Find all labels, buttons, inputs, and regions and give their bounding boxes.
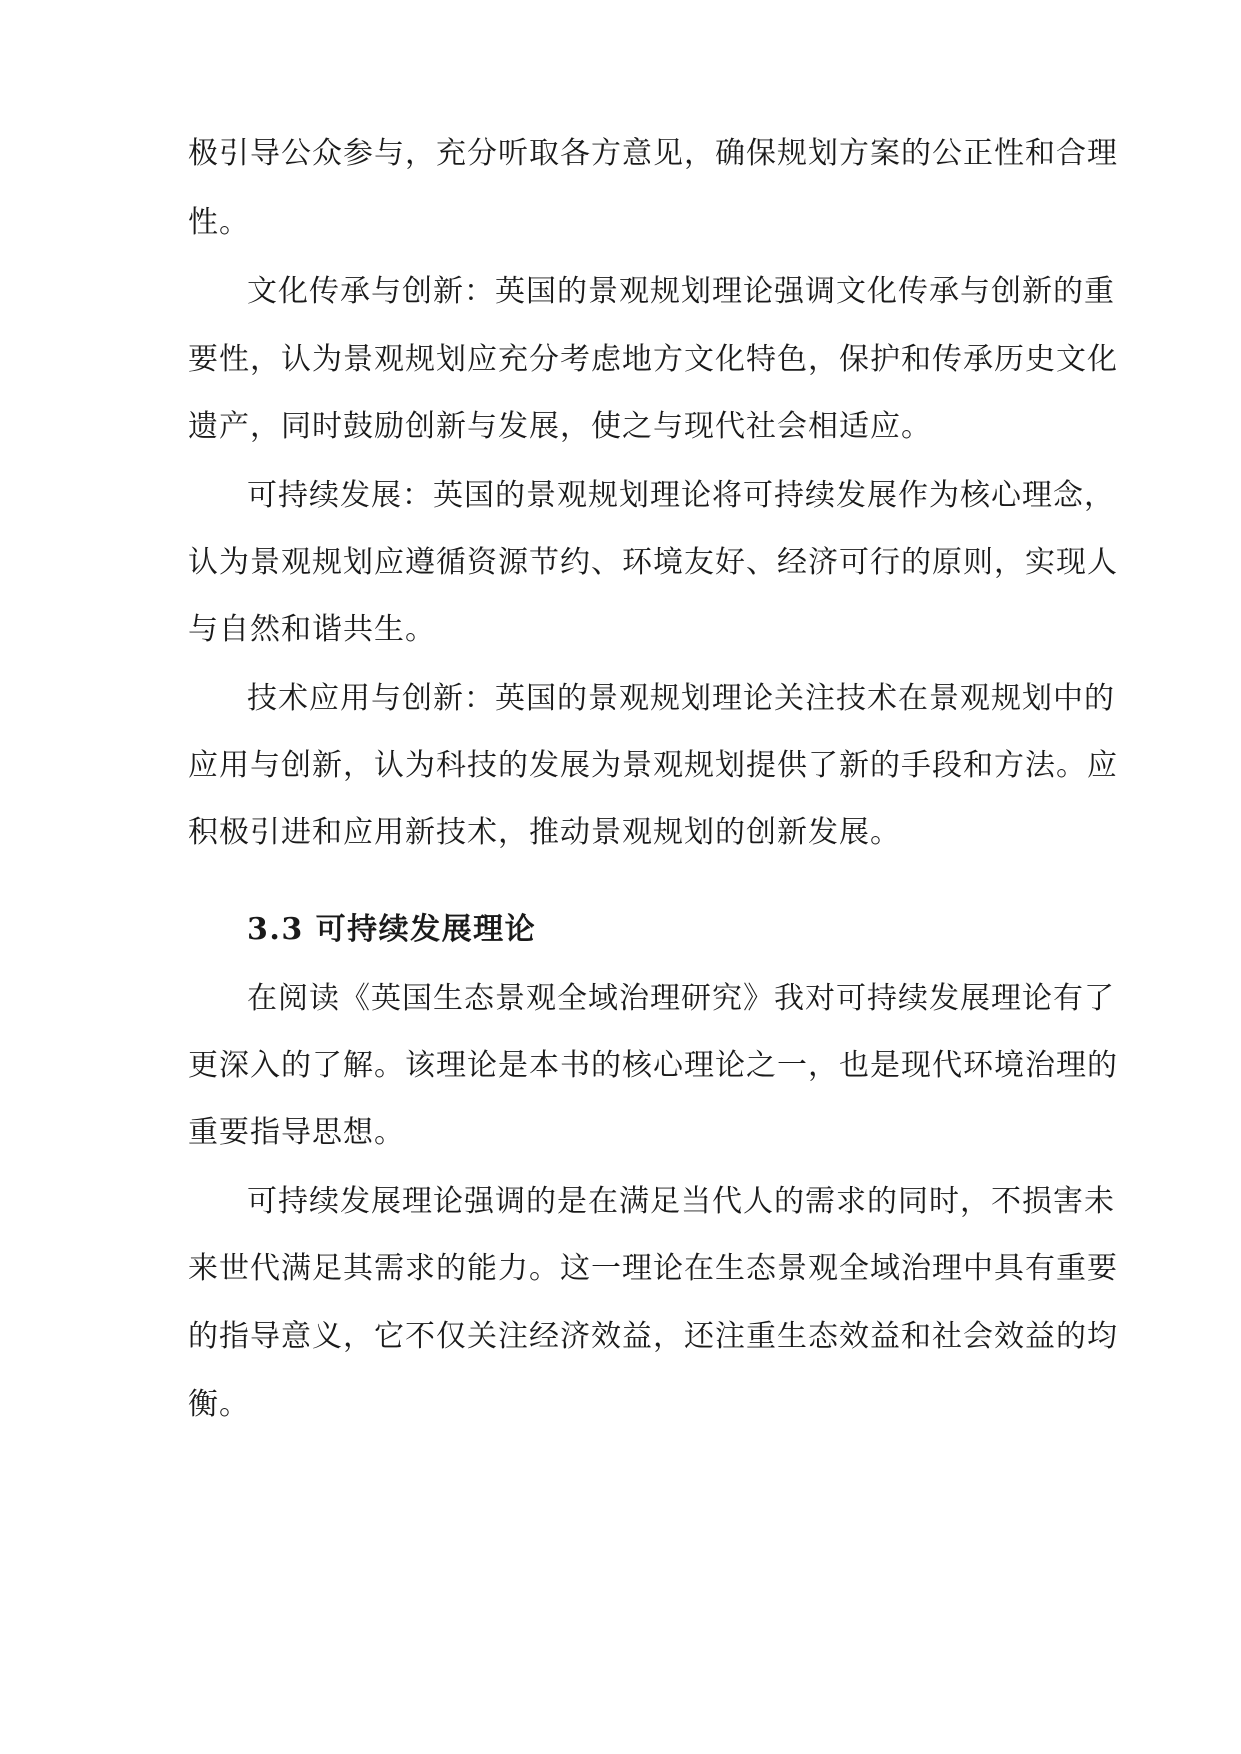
paragraph-line: 可持续发展：英国的景观规划理论将可持续发展作为核心理念， bbox=[247, 478, 1115, 513]
paragraph-line: 衡。 bbox=[188, 1387, 250, 1422]
paragraph-line: 极引导公众参与，充分听取各方意见，确保规划方案的公正性和合理 bbox=[188, 136, 1118, 171]
paragraph-line: 要性，认为景观规划应充分考虑地方文化特色，保护和传承历史文化 bbox=[188, 342, 1118, 377]
paragraph-line: 技术应用与创新：英国的景观规划理论关注技术在景观规划中的 bbox=[247, 681, 1115, 716]
paragraph-line: 遗产，同时鼓励创新与发展，使之与现代社会相适应。 bbox=[188, 409, 932, 444]
paragraph-line: 重要指导思想。 bbox=[188, 1115, 405, 1150]
paragraph-line: 在阅读《英国生态景观全域治理研究》我对可持续发展理论有了 bbox=[247, 981, 1115, 1016]
paragraph-line: 可持续发展理论强调的是在满足当代人的需求的同时，不损害未 bbox=[247, 1184, 1115, 1219]
paragraph-line: 来世代满足其需求的能力。这一理论在生态景观全域治理中具有重要 bbox=[188, 1251, 1118, 1286]
paragraph-line: 性。 bbox=[188, 205, 250, 240]
paragraph-line: 积极引进和应用新技术，推动景观规划的创新发展。 bbox=[188, 815, 901, 850]
paragraph-line: 的指导意义，它不仅关注经济效益，还注重生态效益和社会效益的均 bbox=[188, 1319, 1118, 1354]
paragraph-line: 更深入的了解。该理论是本书的核心理论之一，也是现代环境治理的 bbox=[188, 1048, 1118, 1083]
paragraph-line: 应用与创新，认为科技的发展为景观规划提供了新的手段和方法。应 bbox=[188, 748, 1118, 783]
paragraph-line: 认为景观规划应遵循资源节约、环境友好、经济可行的原则，实现人 bbox=[188, 545, 1118, 580]
paragraph-line: 与自然和谐共生。 bbox=[188, 612, 436, 647]
section-heading: 3.3 可持续发展理论 bbox=[247, 912, 537, 947]
paragraph-line: 文化传承与创新：英国的景观规划理论强调文化传承与创新的重 bbox=[247, 274, 1115, 309]
